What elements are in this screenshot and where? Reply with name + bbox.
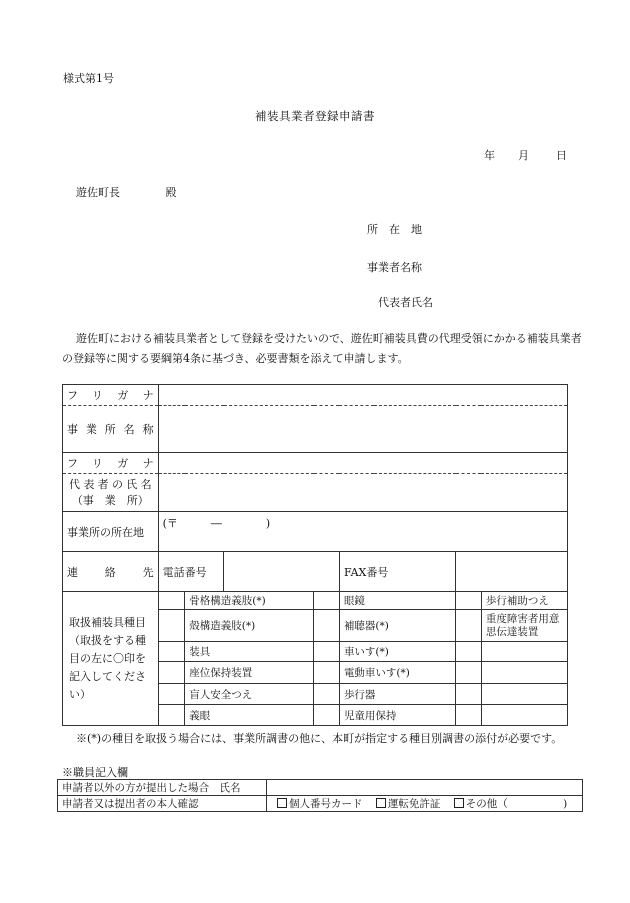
item-cell: 眼鏡	[339, 592, 455, 610]
applicant-location-label: 所 在 地	[367, 223, 422, 236]
item-cell: 歩行器	[339, 684, 455, 705]
check-cell[interactable]	[158, 610, 185, 642]
addressee	[76, 184, 177, 200]
item-cell: 児童用保持	[339, 705, 455, 726]
check-cell[interactable]	[314, 662, 340, 684]
rep-name-text: 代表者の氏名	[69, 477, 152, 491]
category-row	[63, 592, 568, 610]
item-cell: 義眼	[185, 705, 314, 726]
staff-row2-label: 申請者又は提出者の本人確認	[58, 796, 267, 812]
item-cell: 装具	[185, 642, 314, 662]
postal-code-field[interactable]: (〒 ― )	[162, 517, 271, 530]
furigana-label-2: フリガナ	[63, 453, 159, 474]
checkbox-icon[interactable]	[376, 798, 386, 808]
item-cell: 盲人安全つえ	[185, 684, 314, 705]
item-cell	[481, 684, 567, 705]
phone-label: 電話番号	[158, 552, 224, 592]
staff-row1-input[interactable]	[267, 780, 583, 796]
item-cell	[481, 662, 567, 684]
check-cell[interactable]	[158, 642, 185, 662]
check-cell[interactable]	[314, 592, 340, 610]
staff-row1-label: 申請者以外の方が提出した場合 氏名	[58, 780, 267, 796]
check-cell[interactable]	[314, 610, 340, 642]
check-cell[interactable]	[456, 662, 482, 684]
item-cell: 骨格構造義肢(*)	[185, 592, 314, 610]
item-cell: 殻構造義肢(*)	[185, 610, 314, 642]
checkbox-icon[interactable]	[454, 798, 464, 808]
item-cell: 重度障害者用意思伝達装置	[481, 610, 567, 642]
addressee-honorific: 殿	[165, 186, 177, 199]
check-cell[interactable]	[456, 684, 482, 705]
check-cell[interactable]	[314, 642, 340, 662]
checkbox-icon[interactable]	[277, 798, 287, 808]
item-cell: 補聴器(*)	[339, 610, 455, 642]
item-cell: 車いす(*)	[339, 642, 455, 662]
date-day: 日	[556, 149, 567, 162]
option-drivers-license: 運転免許証	[387, 798, 441, 810]
office-address-label: 事業所の所在地	[63, 512, 159, 552]
form-id: 様式第1号	[63, 72, 114, 85]
staff-table	[57, 779, 583, 812]
furigana-input-1[interactable]	[158, 385, 567, 406]
check-cell[interactable]	[456, 592, 482, 610]
application-table	[62, 384, 568, 726]
item-cell: 座位保持装置	[185, 662, 314, 684]
item-cell	[481, 642, 567, 662]
contact-label: 連絡先	[63, 552, 159, 592]
applicant-business-name-label: 事業者名称	[367, 261, 422, 274]
rep-name-sub: （事 業 所）	[71, 493, 149, 507]
intro-paragraph: 遊佐町における補装具業者として登録を受けたいので、遊佐町補装具費の代理受領にかかる補装具業者の登録等に関する要綱第4条に基づき、必要書類を添えて申請します。	[62, 332, 582, 365]
fax-input[interactable]	[456, 552, 568, 592]
option-mynumber-card: 個人番号カード	[289, 798, 363, 810]
check-cell[interactable]	[456, 642, 482, 662]
office-name-label: 事業所名称	[63, 406, 159, 453]
check-cell[interactable]	[314, 684, 340, 705]
item-cell: 電動車いす(*)	[339, 662, 455, 684]
phone-input[interactable]	[224, 552, 340, 592]
check-cell[interactable]	[314, 705, 340, 726]
document-title: 補装具業者登録申請書	[255, 109, 375, 123]
id-check-options	[267, 796, 583, 812]
date-year: 年	[484, 149, 495, 162]
check-cell[interactable]	[456, 610, 482, 642]
fax-label: FAX番号	[339, 552, 455, 592]
staff-section-heading: ※職員記入欄	[62, 766, 128, 779]
check-cell[interactable]	[158, 592, 185, 610]
furigana-label-1: フリガナ	[63, 385, 159, 406]
check-cell[interactable]	[158, 684, 185, 705]
check-cell[interactable]	[158, 705, 185, 726]
office-name-input[interactable]	[158, 406, 567, 453]
note-text: ※(*)の種目を取扱う場合には、事業所調書の他に、本町が指定する種目別調書の添付が必要です。	[76, 732, 563, 745]
check-cell[interactable]	[456, 705, 482, 726]
category-label: 取扱補装具種目（取扱をする種目の左に〇印を記入してください）	[63, 592, 159, 726]
date-month: 月	[518, 149, 529, 162]
furigana-input-2[interactable]	[158, 453, 567, 474]
rep-name-input[interactable]	[158, 474, 567, 512]
item-cell	[481, 705, 567, 726]
applicant-representative-label: 代表者氏名	[378, 296, 433, 309]
option-other-close: )	[563, 798, 568, 810]
rep-name-label	[63, 474, 159, 512]
option-other: その他（	[465, 798, 508, 810]
check-cell[interactable]	[158, 662, 185, 684]
addressee-name: 遊佐町長	[76, 186, 120, 199]
office-address-input[interactable]	[158, 512, 567, 552]
item-cell: 歩行補助つえ	[481, 592, 567, 610]
